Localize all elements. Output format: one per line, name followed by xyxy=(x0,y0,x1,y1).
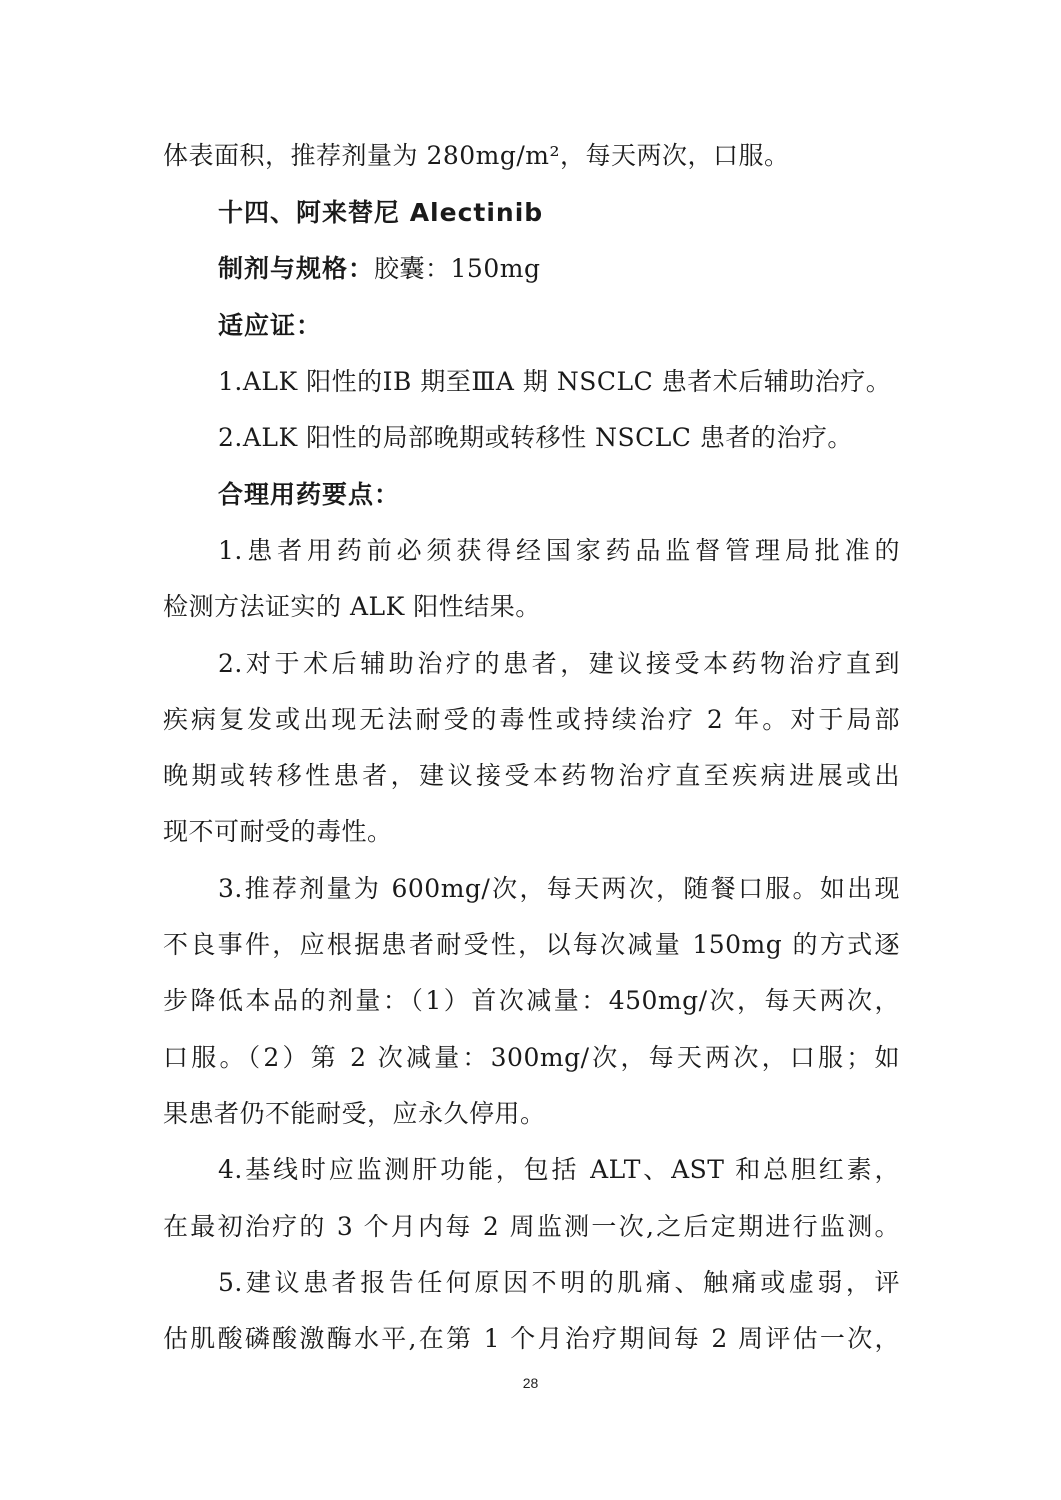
body-line: 1.患者用药前必须获得经国家药品监督管理局批准的 xyxy=(218,536,900,565)
body-line: 4.基线时应监测肝功能，包括 ALT、AST 和总胆红素， xyxy=(218,1155,900,1184)
body-line: 3.推荐剂量为 600mg/次，每天两次，随餐口服。如出现 xyxy=(218,874,900,903)
body-line: 步降低本品的剂量：（1）首次减量：450mg/次，每天两次， xyxy=(163,986,900,1015)
body-line: 估肌酸磷酸激酶水平,在第 1 个月治疗期间每 2 周评估一次， xyxy=(163,1324,900,1353)
body-line: 5.建议患者报告任何原因不明的肌痛、触痛或虚弱，评 xyxy=(218,1268,900,1297)
page-number: 28 xyxy=(522,1375,539,1391)
body-line: 2.对于术后辅助治疗的患者，建议接受本药物治疗直到 xyxy=(218,649,900,678)
spec-row xyxy=(218,253,900,285)
spec-value: 胶囊：150mg xyxy=(374,254,541,283)
indication-item: 2.ALK 阳性的局部晚期或转移性 NSCLC 患者的治疗。 xyxy=(218,423,853,452)
body-line: 果患者仍不能耐受，应永久停用。 xyxy=(163,1099,546,1128)
subheading-key-points: 合理用药要点： xyxy=(218,480,401,509)
spec-label: 制剂与规格： xyxy=(218,254,375,283)
body-line: 检测方法证实的 ALK 阳性结果。 xyxy=(163,592,541,621)
body-line: 不良事件，应根据患者耐受性，以每次减量 150mg 的方式逐 xyxy=(163,930,900,959)
body-line: 晚期或转移性患者，建议接受本药物治疗直至疾病进展或出 xyxy=(163,761,900,790)
indication-item: 1.ALK 阳性的ⅠB 期至ⅢA 期 NSCLC 患者术后辅助治疗。 xyxy=(218,367,892,396)
section-heading: 十四、阿来替尼 Alectinib xyxy=(218,198,544,227)
subheading-indications: 适应证： xyxy=(218,311,323,340)
body-line: 疾病复发或出现无法耐受的毒性或持续治疗 2 年。对于局部 xyxy=(163,705,900,734)
body-line: 在最初治疗的 3 个月内每 2 周监测一次,之后定期进行监测。 xyxy=(163,1212,900,1241)
body-line: 口服。（2）第 2 次减量：300mg/次，每天两次，口服；如 xyxy=(163,1043,900,1072)
body-line: 体表面积，推荐剂量为 280mg/m²，每天两次，口服。 xyxy=(163,141,790,170)
body-line: 现不可耐受的毒性。 xyxy=(163,817,393,846)
